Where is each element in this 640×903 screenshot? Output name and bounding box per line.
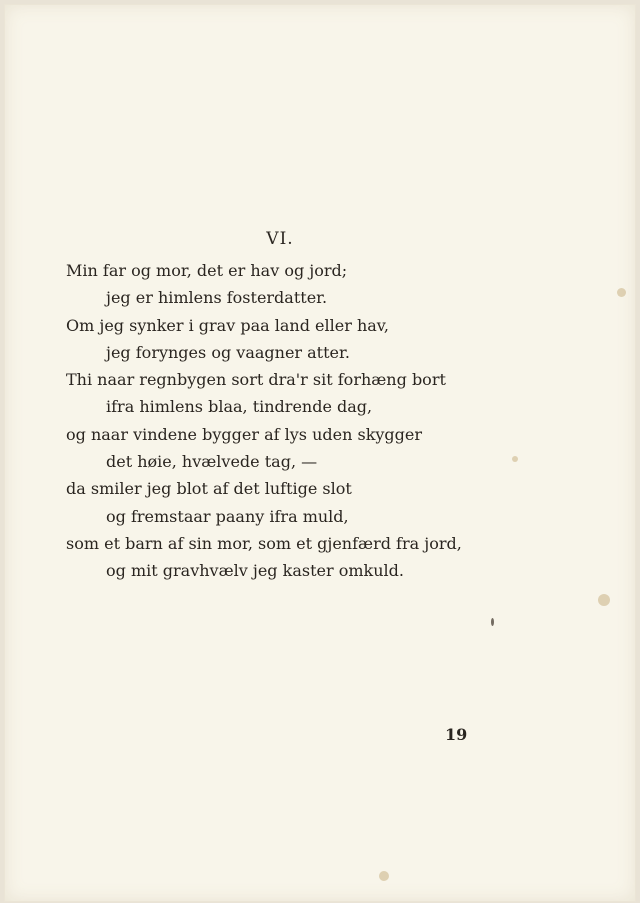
paper-speck <box>512 456 518 462</box>
poem-line: Om jeg synker i grav paa land eller hav, <box>66 315 390 335</box>
poem-line: da smiler jeg blot af det luftige slot <box>66 479 352 499</box>
poem-line: som et barn af sin mor, som et gjenfærd fra jord, <box>66 533 462 553</box>
poem-line: det høie, hvælvede tag, — <box>106 452 318 472</box>
poem-line: og fremstaar paany ifra muld, <box>106 506 349 526</box>
poem-line: og mit gravhvælv jeg kaster omkuld. <box>106 561 404 581</box>
paper-speck <box>491 618 494 626</box>
poem-line: jeg er himlens fosterdatter. <box>106 288 328 308</box>
poem-title: VI. <box>266 229 294 249</box>
poem-line: jeg forynges og vaagner atter. <box>106 342 350 362</box>
paper-speck <box>598 594 610 606</box>
page-number: 19 <box>445 725 468 744</box>
paper-speck <box>379 871 389 881</box>
poem-line: ifra himlens blaa, tindrende dag, <box>106 397 373 417</box>
book-page <box>4 4 636 902</box>
poem-body <box>66 257 462 585</box>
poem-line: Min far og mor, det er hav og jord; <box>66 261 348 280</box>
paper-speck <box>617 288 626 297</box>
poem-line: Thi naar regnbygen sort dra'r sit forhæng bort <box>66 370 446 390</box>
poem-line: og naar vindene bygger af lys uden skygger <box>66 424 423 444</box>
